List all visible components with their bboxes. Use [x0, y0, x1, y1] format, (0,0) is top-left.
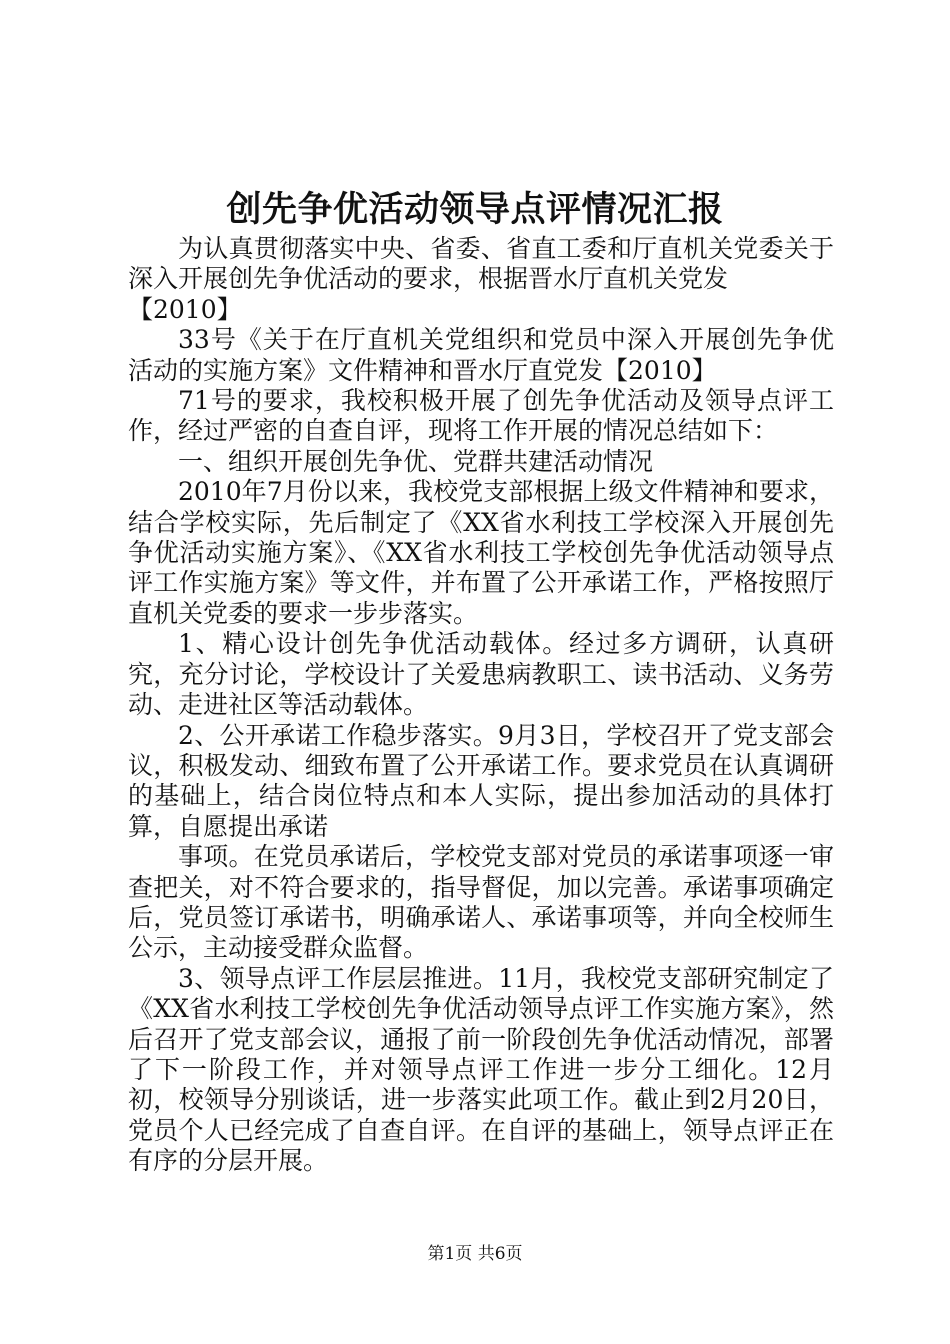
paragraph-doc-year: 【2010】 [128, 294, 242, 324]
paragraph-item-1: 1、精心设计创先争优活动载体。经过多方调研，认真研究，充分讨论，学校设计了关爱患病教职工、读书活动、义务劳动、走进社区等活动载体。 [128, 629, 834, 720]
section-heading: 一、组织开展创先争优、党群共建活动情况 [178, 446, 654, 476]
document-body [128, 234, 834, 1177]
paragraph-item-3: 3、领导点评工作层层推进。11月，我校党支部研究制定了《XX省水利技工学校创先争优活动领导点评工作实施方案》，然后召开了党支部会议，通报了前一阶段创先争优活动情况，部署了下一阶段工作，并对领导点评工作进一步分工细化。12月初，校领导分别谈话，进一步落实此项工作。截止到2月20日，党员个人已经完成了自查自评。在自评的基础上，领导点评正在有序的分层开展。 [128, 963, 834, 1176]
paragraph-doc-33: 33号《关于在厅直机关党组织和党员中深入开展创先争优活动的实施方案》文件精神和晋水厅直党发【2010】 [128, 325, 834, 385]
paragraph-doc-71: 71号的要求，我校积极开展了创先争优活动及领导点评工作，经过严密的自查自评，现将工作开展的情况总结如下： [128, 386, 834, 446]
paragraph-item-2: 2、公开承诺工作稳步落实。9月3日，学校召开了党支部会议，积极发动、细致布置了公开承诺工作。要求党员在认真调研的基础上，结合岗位特点和本人实际，提出参加活动的具体打算，自愿提出承诺 [128, 720, 834, 841]
paragraph-intro: 为认真贯彻落实中央、省委、省直工委和厅直机关党委关于深入开展创先争优活动的要求，根据晋水厅直机关党发 [128, 234, 834, 294]
paragraph-item-2-cont: 事项。在党员承诺后，学校党支部对党员的承诺事项逐一审查把关，对不符合要求的，指导督促，加以完善。承诺事项确定后，党员签订承诺书，明确承诺人、承诺事项等，并向全校师生公示，主动接受群众监督。 [128, 842, 834, 963]
paragraph-overview: 2010年7月份以来，我校党支部根据上级文件精神和要求，结合学校实际，先后制定了《XX省水利技工学校深入开展创先争优活动实施方案》、《XX省水利技工学校创先争优活动领导点评工作实施方案》等文件，并布置了公开承诺工作，严格按照厅直机关党委的要求一步步落实。 [128, 477, 834, 628]
page-footer: 第1页 共6页 [427, 1244, 523, 1264]
document-title: 创先争优活动领导点评情况汇报 [226, 189, 724, 230]
